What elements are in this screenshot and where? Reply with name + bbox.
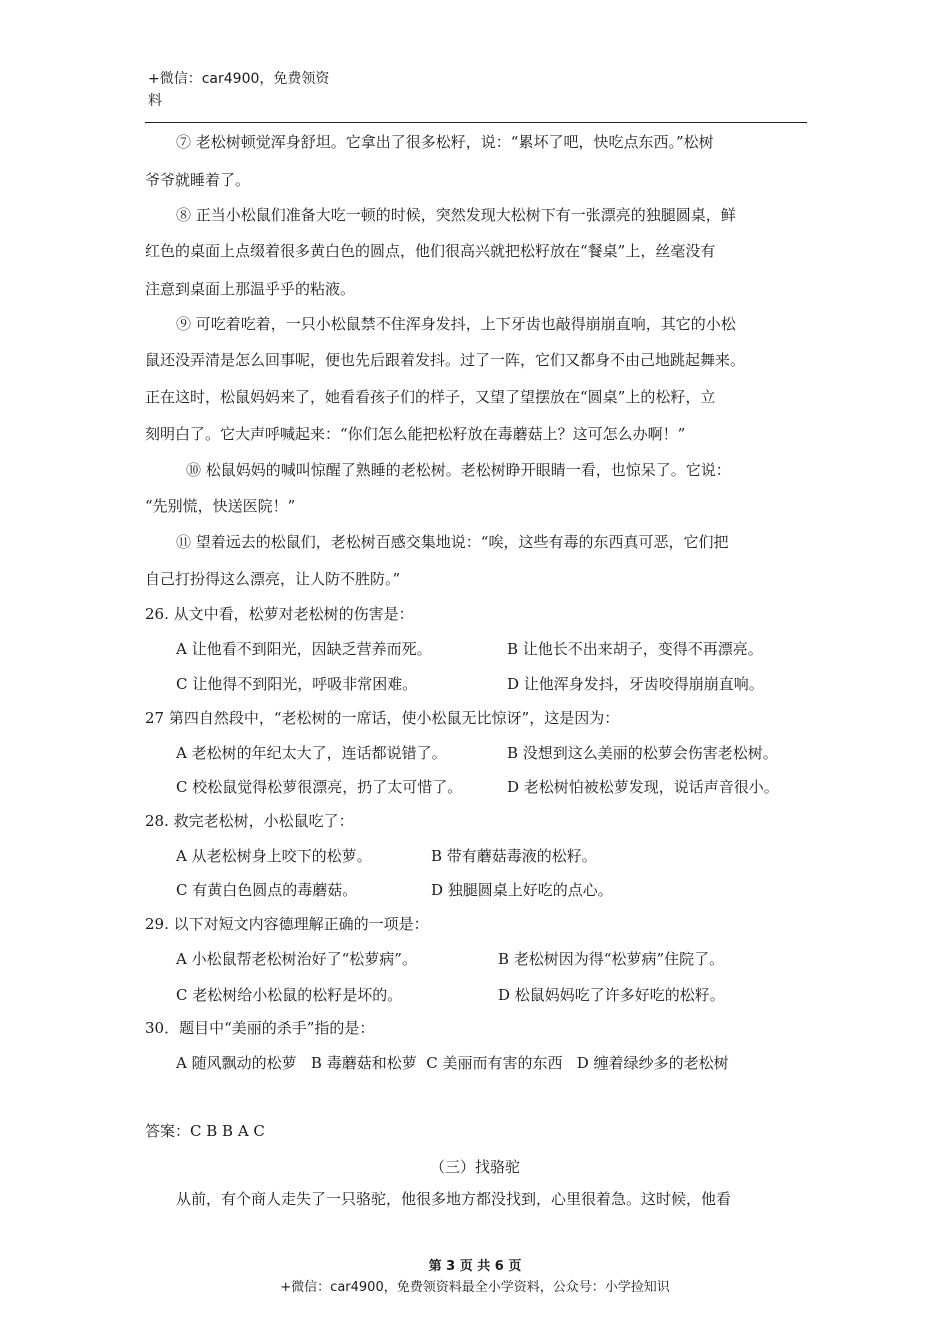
q27-option-c: C 校松鼠觉得松萝很漂亮，扔了太可惜了。 — [176, 778, 463, 796]
para9-line3: 正在这时，松鼠妈妈来了，她看看孩子们的样子，又望了望摆放在“圆桌”上的松籽，立 — [145, 388, 716, 406]
page-number: 第 3 页 共 6 页 — [428, 1259, 522, 1274]
q29-option-a: A 小松鼠帮老松树治好了“松萝病”。 — [176, 950, 417, 968]
para11-line1: ⑪ 望着远去的松鼠们，老松树百感交集地说：“唉，这些有毒的东西真可恶，它们把 — [176, 533, 729, 551]
q26-option-a: A 让他看不到阳光，因缺乏营养而死。 — [176, 640, 432, 658]
q26-option-b: B 让他长不出来胡子，变得不再漂亮。 — [507, 640, 763, 658]
q29-option-c: C 老松树给小松鼠的松籽是坏的。 — [176, 986, 403, 1004]
header-divider — [145, 122, 807, 123]
q28-option-b: B 带有蘑菇毒液的松籽。 — [431, 847, 597, 865]
para9-line2: 鼠还没弄清是怎么回事呢，便也先后跟着发抖。过了一阵，它们又都身不由己地跳起舞来。 — [145, 351, 746, 369]
q29-option-b: B 老松树因为得“松萝病”住院了。 — [498, 950, 725, 968]
para8-line1: ⑧ 正当小松鼠们准备大吃一顿的时候，突然发现大松树下有一张漂亮的独腿圆桌，鲜 — [176, 206, 736, 224]
q27-option-d: D 老松树怕被松萝发现，说话声音很小。 — [507, 778, 779, 796]
header-line-2: 料 — [148, 93, 162, 109]
para11-line2: 自己打扮得这么漂亮，让人防不胜防。” — [145, 570, 401, 588]
q30-stem: 30．题目中“美丽的杀手”指的是： — [145, 1019, 375, 1037]
q28-stem: 28. 救完老松树，小松鼠吃了： — [145, 812, 354, 830]
para8-line3: 注意到桌面上那温乎乎的粘液。 — [145, 280, 356, 298]
para10-line1: ⑩ 松鼠妈妈的喊叫惊醒了熟睡的老松树。老松树睁开眼睛一看，也惊呆了。它说： — [186, 461, 731, 479]
header-line-1: +微信：car4900，免费领资 — [148, 71, 330, 87]
q29-option-d: D 松鼠妈妈吃了许多好吃的松籽。 — [498, 986, 725, 1004]
para7-line2: 爷爷就睡着了。 — [145, 171, 251, 189]
q30-options: A 随风飘动的松萝 B 毒蘑菇和松萝 C 美丽而有害的东西 D 缠着绿纱多的老松树 — [176, 1054, 729, 1072]
q26-option-d: D 让他浑身发抖，牙齿咬得崩崩直响。 — [507, 675, 764, 693]
para9-line1: ⑨ 可吃着吃着，一只小松鼠禁不住浑身发抖，上下牙齿也敲得崩崩直响，其它的小松 — [176, 315, 736, 333]
q28-option-c: C 有黄白色圆点的毒蘑菇。 — [176, 881, 358, 899]
answer-key: 答案：C B B A C — [145, 1122, 265, 1140]
q27-stem: 27 第四自然段中，“老松树的一席话，使小松鼠无比惊讶”，这是因为： — [145, 709, 620, 727]
header-watermark — [148, 68, 358, 112]
para9-line4: 刻明白了。它大声呼喊起来：“你们怎么能把松籽放在毒蘑菇上？这可怎么办啊！” — [145, 425, 686, 443]
q28-option-a: A 从老松树身上咬下的松萝。 — [176, 847, 372, 865]
footer-promo: +微信：car4900，免费领资料最全小学资料，公众号：小学捡知识 — [280, 1280, 670, 1295]
section3-line1: 从前，有个商人走失了一只骆驼，他很多地方都没找到，心里很着急。这时候，他看 — [176, 1190, 732, 1208]
para7-line1: ⑦ 老松树顿觉浑身舒坦。它拿出了很多松籽，说：“累坏了吧，快吃点东西。”松树 — [176, 133, 714, 151]
para8-line2: 红色的桌面上点缀着很多黄白色的圆点，他们很高兴就把松籽放在“餐桌”上，丝毫没有 — [145, 242, 716, 260]
q28-option-d: D 独腿圆桌上好吃的点心。 — [431, 881, 613, 899]
q29-stem: 29. 以下对短文内容德理解正确的一项是： — [145, 915, 429, 933]
q27-option-b: B 没想到这么美丽的松萝会伤害老松树。 — [507, 744, 778, 762]
q26-stem: 26. 从文中看，松萝对老松树的伤害是： — [145, 605, 414, 623]
para10-line2: “先别慌，快送医院！” — [145, 497, 296, 515]
section-title: （三）找骆驼 — [429, 1158, 520, 1176]
q26-option-c: C 让他得不到阳光，呼吸非常困难。 — [176, 675, 418, 693]
q27-option-a: A 老松树的年纪太大了，连话都说错了。 — [176, 744, 447, 762]
